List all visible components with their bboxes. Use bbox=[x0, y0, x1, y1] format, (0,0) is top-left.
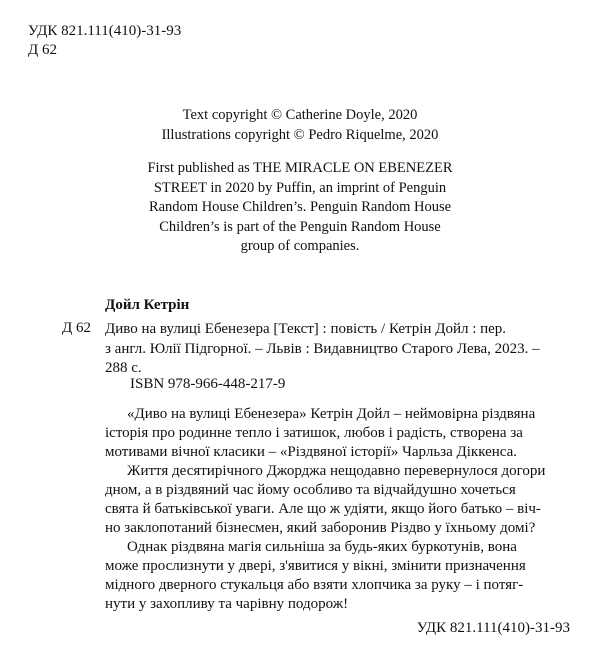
udk-code: УДК 821.111(410)-31-93 bbox=[28, 23, 182, 39]
isbn: ISBN 978-966-448-217-9 bbox=[130, 376, 286, 392]
catalog-author: Дойл Кетрін bbox=[105, 297, 190, 313]
udk-block bbox=[28, 22, 181, 60]
publisher-line: STREET in 2020 by Puffin, an imprint of Penguin bbox=[153, 179, 447, 196]
udk-code-bottom: УДК 821.111(410)-31-93 bbox=[416, 620, 570, 636]
publisher-line: Children’s is part of the Penguin Random House bbox=[159, 218, 441, 235]
catalog-code: Д 62 bbox=[62, 320, 91, 336]
copyright-block bbox=[0, 106, 600, 257]
annotation-line: но заклопотаний бізнесмен, який заборонив Різдво у їхньому домі? bbox=[105, 520, 536, 536]
publisher-line: group of companies. bbox=[240, 238, 360, 254]
annotation-line: нути у захопливу та чарівну подорож! bbox=[105, 596, 349, 612]
description-line: 288 с. bbox=[105, 360, 142, 376]
copyright-line: Illustrations copyright © Pedro Riquelme, 2020 bbox=[161, 126, 439, 143]
annotation-line: Однак різдвяна магія сильніша за будь-яких буркотунів, вона bbox=[127, 539, 517, 555]
publisher-line: First published as THE MIRACLE ON EBENEZER bbox=[147, 160, 453, 176]
description-line: з англ. Юлії Підгорної. – Львів : Видавництво Старого Лева, 2023. – bbox=[105, 340, 540, 357]
annotation-line: може прослизнути у двері, з'явитися у вікні, змінити призначення bbox=[105, 558, 526, 574]
catalog-description bbox=[105, 320, 575, 379]
publisher-line: Random House Children’s. Penguin Random House bbox=[148, 199, 452, 215]
copyright-line: Text copyright © Catherine Doyle, 2020 bbox=[182, 107, 418, 123]
annotation-line: свята й батьківської уваги. Але що ж удіяти, якщо його батько – віч- bbox=[105, 501, 541, 517]
annotation-line: дном, а в різдвяний час йому особливо та відчайдушно хочеться bbox=[105, 482, 516, 498]
annotation bbox=[105, 405, 575, 614]
shelf-code: Д 62 bbox=[28, 42, 57, 58]
annotation-line: мотивами вічної класики – «Різдвяної історії» Чарльза Діккенса. bbox=[105, 444, 518, 460]
annotation-line: Життя десятирічного Джорджа нещодавно перевернулося догори bbox=[127, 463, 546, 479]
annotation-line: мідного дверного стукальця або взяти хлопчика за руку – і потяг- bbox=[105, 577, 524, 593]
description-line: Диво на вулиці Ебенезера [Текст] : повість / Кетрін Дойл : пер. bbox=[105, 321, 507, 337]
annotation-line: «Диво на вулиці Ебенезера» Кетрін Дойл – неймовірна різдвяна bbox=[127, 406, 536, 422]
annotation-line: історія про родинне тепло і затишок, любов і радість, створена за bbox=[105, 425, 523, 441]
